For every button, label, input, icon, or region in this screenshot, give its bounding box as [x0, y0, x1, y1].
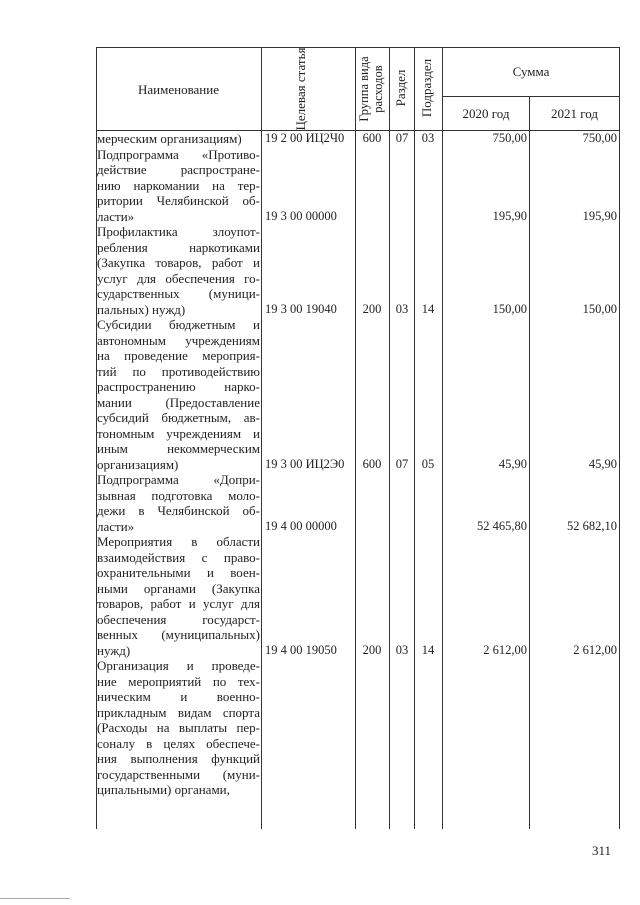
- cell-expense-group: 200: [362, 301, 382, 316]
- name-line: на проведение мероприя-: [97, 348, 260, 363]
- cell-sum-2021: 150,00: [582, 301, 617, 316]
- name-line: действие распростране-: [97, 162, 260, 177]
- name-line: обеспечения государст-: [97, 611, 260, 627]
- cell-target-article: 19 2 00 ИЦ2Ч0: [265, 131, 345, 145]
- name-line: (Закупка товаров, работ и: [97, 255, 260, 270]
- name-line: ритории Челябинской об-: [97, 193, 260, 208]
- cell-expense-group: 600: [362, 456, 382, 471]
- name-line: распространению нарко-: [97, 379, 260, 394]
- name-line: организациям): [97, 456, 179, 472]
- cell-sum-2021: 52 682,10: [567, 518, 617, 533]
- name-line: ласти»: [97, 208, 135, 224]
- col-border-article: [355, 47, 356, 829]
- cell-subsection: 14: [421, 642, 435, 657]
- name-line: Субсидии бюджетным и: [97, 317, 260, 332]
- name-line: ребления наркотиками: [97, 239, 260, 255]
- footnote-rule: [0, 898, 70, 899]
- name-line: автономным учреждениям: [97, 332, 260, 348]
- name-line: ципальными) органами,: [97, 782, 230, 797]
- name-line: дежи в Челябинской об-: [97, 503, 260, 518]
- cell-sum-2021: 45,90: [588, 456, 617, 471]
- sum-header-divider: [442, 96, 620, 97]
- page-number: 311: [592, 843, 612, 858]
- name-line: тий по противодействию: [97, 363, 260, 379]
- name-line: соналу в целях обеспече-: [97, 735, 260, 751]
- cell-section: 07: [395, 131, 409, 145]
- header-expense-group: Группа вида расходов: [357, 56, 385, 122]
- name-line: Подпрограмма «Противо-: [97, 146, 260, 162]
- col-border-name: [261, 47, 262, 829]
- name-line: зывная подготовка моло-: [97, 487, 260, 503]
- name-line: прикладным видам спорта: [97, 704, 260, 720]
- cell-sum-2020: 2 612,00: [483, 642, 527, 657]
- name-line: охранительными и воен-: [97, 565, 260, 580]
- cell-sum-2020: 150,00: [492, 301, 527, 316]
- header-target-article: Целевая статья: [293, 47, 308, 131]
- cell-expense-group: 200: [362, 642, 382, 657]
- cell-sum-2021: 195,90: [582, 208, 617, 223]
- cell-subsection: 05: [421, 456, 435, 471]
- name-line: нию наркомании на тер-: [97, 177, 260, 193]
- name-line: ние мероприятий по тех-: [97, 673, 260, 689]
- name-line: тономным учреждениям и: [97, 425, 260, 441]
- name-line: ния выполнения функций: [97, 751, 260, 766]
- cell-target-article: 19 3 00 ИЦ2Э0: [265, 456, 345, 471]
- cell-section: 07: [395, 456, 409, 471]
- name-line: Мероприятия в области: [97, 534, 260, 549]
- cell-section: 03: [395, 642, 409, 657]
- cell-target-article: 19 4 00 19050: [265, 642, 337, 657]
- cell-sum-2020: 195,90: [492, 208, 527, 223]
- name-line: иным некоммерческим: [97, 441, 260, 456]
- col-border-right: [619, 47, 620, 829]
- name-line: услуг для обеспечения го-: [97, 270, 260, 286]
- name-column: [97, 131, 260, 798]
- cell-target-article: 19 3 00 00000: [265, 208, 337, 223]
- name-line: венных (муниципальных): [97, 627, 260, 642]
- header-year-2020: 2020 год: [462, 106, 510, 121]
- col-border-subsection: [442, 47, 443, 829]
- header-section: Раздел: [393, 69, 408, 107]
- name-line: Профилактика злоупот-: [97, 224, 260, 239]
- cell-subsection: 14: [421, 301, 435, 316]
- name-line: субсидий бюджетным, ав-: [97, 410, 260, 425]
- cell-sum-2020: 45,90: [498, 456, 527, 471]
- name-line: государственными (муни-: [97, 766, 260, 782]
- cell-sum-2020: 52 465,80: [477, 518, 527, 533]
- col-border-group: [389, 47, 390, 829]
- name-line: (Расходы на выплаты пер-: [97, 720, 260, 735]
- cell-subsection: 03: [421, 131, 435, 145]
- cell-section: 03: [395, 301, 409, 316]
- name-line: товаров, работ и услуг для: [97, 596, 260, 611]
- name-line: Организация и проведе-: [97, 658, 260, 673]
- name-line: ласти»: [97, 518, 135, 534]
- header-sum: Сумма: [512, 64, 550, 79]
- name-line: пальных) нужд): [97, 301, 186, 317]
- cell-sum-2020: 750,00: [492, 131, 527, 145]
- cell-sum-2021: 750,00: [582, 131, 617, 145]
- col-border-section: [414, 47, 415, 829]
- header-name: Наименование: [138, 82, 219, 97]
- cell-target-article: 19 4 00 00000: [265, 518, 337, 533]
- cell-target-article: 19 3 00 19040: [265, 301, 337, 316]
- name-line: ными органами (Закупка: [97, 580, 260, 596]
- header-subsection: Подраздел: [419, 58, 434, 118]
- name-line: мании (Предоставление: [97, 394, 260, 410]
- name-line: нужд): [97, 642, 131, 658]
- header-year-2021: 2021 год: [551, 106, 598, 121]
- name-line: взаимодействия с право-: [97, 549, 260, 565]
- name-line: Подпрограмма «Допри-: [97, 472, 260, 487]
- cell-sum-2021: 2 612,00: [573, 642, 617, 657]
- name-line: ническим и военно-: [97, 689, 260, 704]
- name-line: сударственных (муници-: [97, 286, 260, 301]
- cell-expense-group: 600: [362, 131, 382, 145]
- name-line: мерческим организациям): [97, 131, 242, 146]
